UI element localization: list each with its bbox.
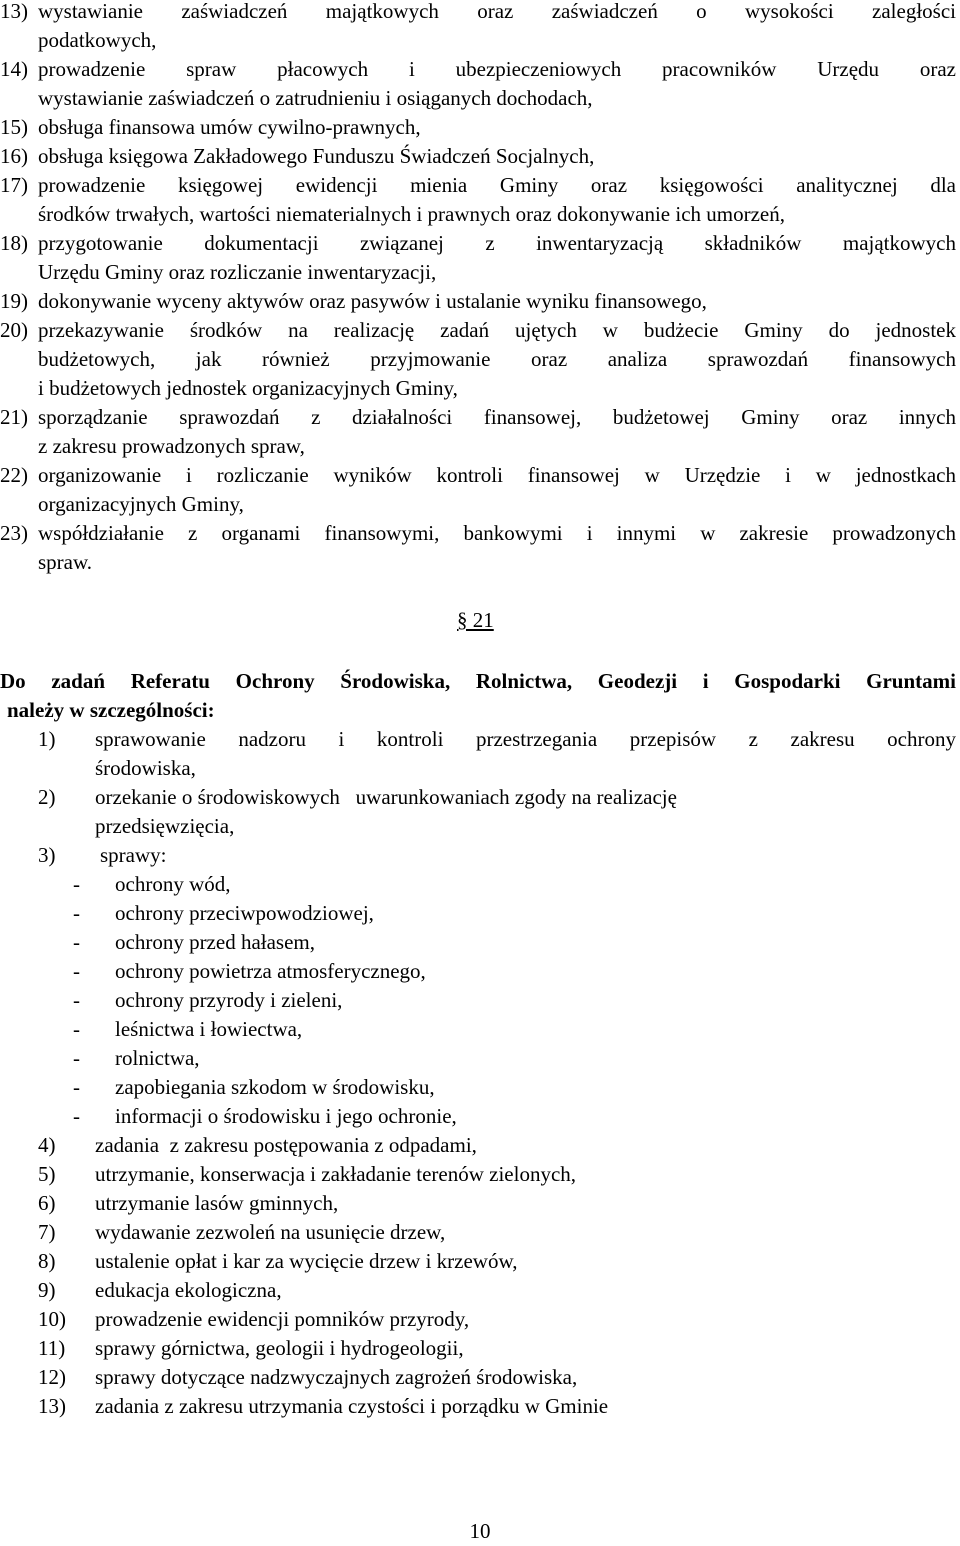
list-item-number: 19) xyxy=(0,289,28,313)
list-item-text: środowiska, xyxy=(95,756,196,780)
list-item-number: 6) xyxy=(38,1191,56,1215)
list-item-text: zadania z zakresu utrzymania czystości i porządku w Gminie xyxy=(95,1394,609,1418)
list-item-text: sporządzanie sprawozdań z działalności finansowej, budżetowej Gminy oraz innych xyxy=(38,405,956,429)
list-item-number: 20) xyxy=(0,318,28,342)
list-item-text: ustalenie opłat i kar za wycięcie drzew i krzewów, xyxy=(95,1249,518,1273)
dash-bullet: - xyxy=(73,1017,80,1041)
list-item-text: zadania z zakresu postępowania z odpadami, xyxy=(95,1133,477,1157)
dash-bullet: - xyxy=(73,988,80,1012)
page-number: 10 xyxy=(469,1519,491,1543)
list-item-number: 13) xyxy=(38,1394,66,1418)
dash-item: zapobiegania szkodom w środowisku, xyxy=(115,1075,435,1099)
list-item-text: prowadzenie spraw płacowych i ubezpieczeniowych pracowników Urzędu oraz xyxy=(38,57,956,81)
paragraph-mark xyxy=(457,606,494,635)
list-item-number: 16) xyxy=(0,144,28,168)
list-item-text: sprawy górnictwa, geologii i hydrogeologii, xyxy=(95,1336,464,1360)
list-item-number: 22) xyxy=(0,463,28,487)
list-item-text: z zakresu prowadzonych spraw, xyxy=(38,434,305,458)
dash-item: ochrony przyrody i zieleni, xyxy=(115,988,343,1012)
list-item-text: obsługa księgowa Zakładowego Funduszu Świadczeń Socjalnych, xyxy=(38,144,595,168)
list-item-text: edukacja ekologiczna, xyxy=(95,1278,282,1302)
list-item-number: 10) xyxy=(38,1307,66,1331)
list-item-text: sprawy: xyxy=(100,843,167,867)
list-item-number: 23) xyxy=(0,521,28,545)
dash-bullet: - xyxy=(73,901,80,925)
dash-item: ochrony wód, xyxy=(115,872,231,896)
dash-item: informacji o środowisku i jego ochronie, xyxy=(115,1104,457,1128)
dash-item: ochrony powietrza atmosferycznego, xyxy=(115,959,426,983)
dash-item: leśnictwa i łowiectwa, xyxy=(115,1017,303,1041)
list-item-number: 17) xyxy=(0,173,28,197)
list-item-text: utrzymanie lasów gminnych, xyxy=(95,1191,339,1215)
list-item-number: 18) xyxy=(0,231,28,255)
section-subheading: należy w szczególności: xyxy=(7,698,215,722)
list-item-number: 2) xyxy=(38,785,56,809)
list-item-text: wydawanie zezwoleń na usunięcie drzew, xyxy=(95,1220,446,1244)
list-item-text: współdziałanie z organami finansowymi, bankowymi i innymi w zakresie prowadzonych xyxy=(38,521,956,545)
list-item-text: organizacyjnych Gminy, xyxy=(38,492,244,516)
list-item-text: przygotowanie dokumentacji związanej z inwentaryzacją składników majątkowych xyxy=(38,231,956,255)
dash-item: ochrony przed hałasem, xyxy=(115,930,316,954)
list-item-text: sprawowanie nadzoru i kontroli przestrzegania przepisów z zakresu ochrony xyxy=(95,727,956,751)
list-item-text: organizowanie i rozliczanie wyników kontroli finansowej w Urzędzie i w jednostkach xyxy=(38,463,956,487)
list-item-text: przedsięwzięcia, xyxy=(95,814,235,838)
list-item-text: obsługa finansowa umów cywilno-prawnych, xyxy=(38,115,421,139)
list-item-text: prowadzenie ewidencji pomników przyrody, xyxy=(95,1307,470,1331)
dash-item: ochrony przeciwpowodziowej, xyxy=(115,901,374,925)
list-item-text: wystawianie zaświadczeń o zatrudnieniu i osiąganych dochodach, xyxy=(38,86,593,110)
list-item-number: 14) xyxy=(0,57,28,81)
list-item-number: 12) xyxy=(38,1365,66,1389)
list-item-text: budżetowych, jak również przyjmowanie oraz analiza sprawozdań finansowych xyxy=(38,347,956,371)
list-item-number: 8) xyxy=(38,1249,56,1273)
list-item-text: spraw. xyxy=(38,550,93,574)
list-item-text: Urzędu Gminy oraz rozliczanie inwentaryzacji, xyxy=(38,260,437,284)
dash-bullet: - xyxy=(73,930,80,954)
dash-item: rolnictwa, xyxy=(115,1046,200,1070)
list-item-number: 1) xyxy=(38,727,56,751)
dash-bullet: - xyxy=(73,959,80,983)
list-item-text: sprawy dotyczące nadzwyczajnych zagrożeń środowiska, xyxy=(95,1365,578,1389)
list-item-number: 7) xyxy=(38,1220,56,1244)
list-item-text: i budżetowych jednostek organizacyjnych Gminy, xyxy=(38,376,458,400)
list-item-text: dokonywanie wyceny aktywów oraz pasywów i ustalanie wyniku finansowego, xyxy=(38,289,707,313)
dash-bullet: - xyxy=(73,872,80,896)
list-item-text: wystawianie zaświadczeń majątkowych oraz zaświadczeń o wysokości zaległości xyxy=(38,0,956,23)
dash-bullet: - xyxy=(73,1046,80,1070)
section-heading: Do zadań Referatu Ochrony Środowiska, Rolnictwa, Geodezji i Gospodarki Gruntami xyxy=(0,669,956,693)
list-item-number: 15) xyxy=(0,115,28,139)
list-item-text: utrzymanie, konserwacja i zakładanie terenów zielonych, xyxy=(95,1162,577,1186)
list-item-text: orzekanie o środowiskowych uwarunkowaniach zgody na realizację xyxy=(95,785,677,809)
list-item-number: 5) xyxy=(38,1162,56,1186)
list-item-number: 3) xyxy=(38,843,56,867)
dash-bullet: - xyxy=(73,1075,80,1099)
list-item-number: 21) xyxy=(0,405,28,429)
paragraph-number: § 21 xyxy=(457,608,494,632)
list-item-text: podatkowych, xyxy=(38,28,157,52)
dash-bullet: - xyxy=(73,1104,80,1128)
list-item-number: 11) xyxy=(38,1336,66,1360)
list-item-text: przekazywanie środków na realizację zadań ujętych w budżecie Gminy do jednostek xyxy=(38,318,956,342)
list-item-number: 13) xyxy=(0,0,28,23)
list-item-text: środków trwałych, wartości niematerialnych i prawnych oraz dokonywanie ich umorzeń, xyxy=(38,202,785,226)
list-item-number: 9) xyxy=(38,1278,56,1302)
list-item-text: prowadzenie księgowej ewidencji mienia Gminy oraz księgowości analitycznej dla xyxy=(38,173,956,197)
list-item-number: 4) xyxy=(38,1133,56,1157)
